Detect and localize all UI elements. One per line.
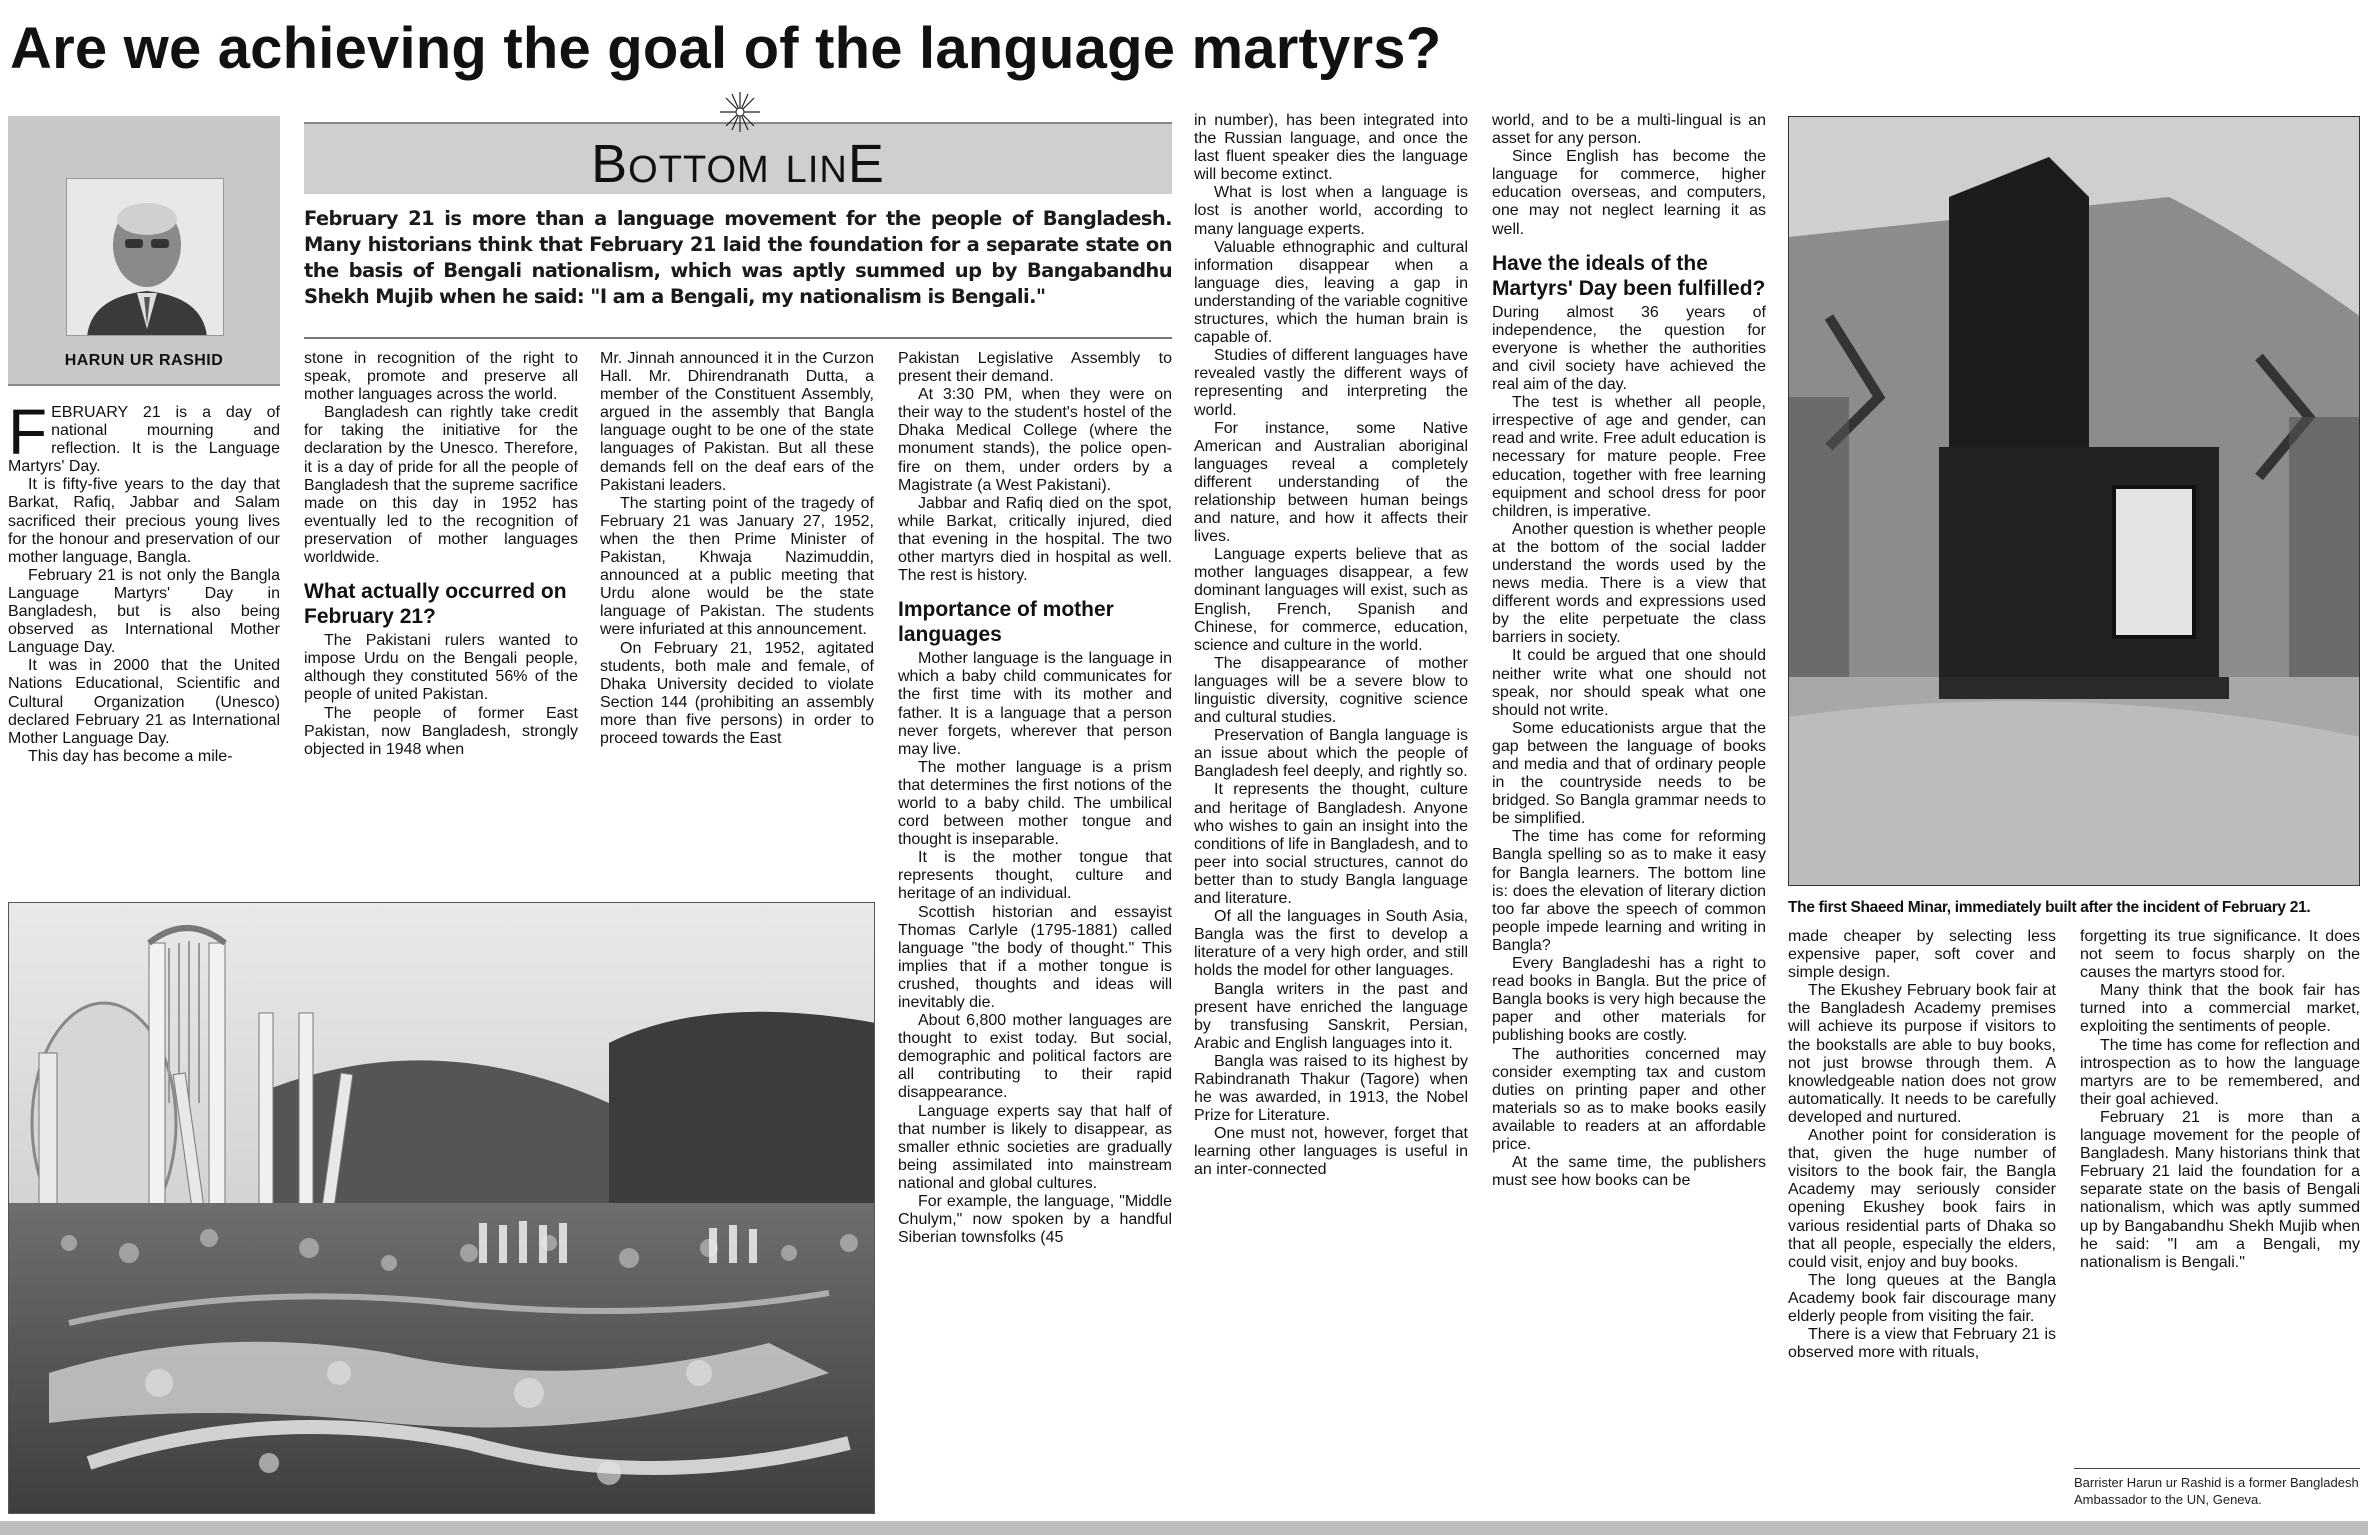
paragraph: The disappearance of mother languages will be a severe blow to linguistic diversity, cognitive science and cultural studies. (1194, 654, 1468, 727)
column-4 (898, 350, 1172, 1518)
column-2 (304, 350, 578, 896)
paragraph: The long queues at the Bangla Academy book fair discourage many elderly people from visiting the fair. (1788, 1271, 2056, 1325)
column-5 (1194, 112, 1468, 1518)
paragraph: About 6,800 mother languages are thought to exist today. But social, demographic and political factors are all contributing to their rapid disappearance. (898, 1012, 1172, 1102)
paragraph: Language experts say that half of that number is likely to disappear, as smaller ethnic societies are gradually being assimilated into mainstream national and global cultures. (898, 1102, 1172, 1192)
column-3 (600, 350, 874, 896)
paragraph: Mr. Jinnah announced it in the Curzon Hall. Mr. Dhirendranath Dutta, a member of the Constituent Assembly, argued in the assembly that Bangla language ought to be one of the state languages of Pakistan. But all these demands fell on the deaf ears of the Pakistani leaders. (600, 350, 874, 494)
paragraph: The people of former East Pakistan, now Bangladesh, strongly objected in 1948 when (304, 704, 578, 758)
paragraph: Language experts believe that as mother languages disappear, a few dominant languages will exist, such as English, French, Spanish and Chinese, for commerce, education, science and culture in the world. (1194, 546, 1468, 654)
page-bottom-bar (0, 1521, 2368, 1535)
paragraph: The time has come for reforming Bangla spelling so as to make it easy for Bangla learners. The bottom line is: does the elevation of literary diction too far above the speech of common people impede learning and writing in Bangla? (1492, 828, 1766, 954)
paragraph: Pakistan Legislative Assembly to present their demand. (898, 350, 1172, 386)
paragraph: Bangla writers in the past and present have enriched the language by transfusing Sanskrit, Persian, Arabic and English languages into it. (1194, 980, 1468, 1052)
paragraph: Of all the languages in South Asia, Bangla was the first to develop a literature of a very high order, and still holds the model for other languages. (1194, 908, 1468, 980)
paragraph: February 21 is more than a language movement for the people of Bangladesh. Many historians think that February 21 laid the foundation for a separate state on the basis of Bengali nationalism, which was aptly summed up by Bangabandhu Shekh Mujib when he said: "I am a Bengali, my nationalism is Bengali." (2080, 1108, 2360, 1271)
paragraph: On February 21, 1952, agitated students, both male and female, of Dhaka University decided to violate Section 144 (prohibiting an assembly more than five persons) in order to proceed towards the East (600, 639, 874, 747)
paragraph: Every Bangladeshi has a right to read books in Bangla. But the price of Bangla books is very high because the paper and other materials for publishing books are costly. (1492, 955, 1766, 1045)
paragraph: The Ekushey February book fair at the Bangladesh Academy premises will achieve its purpose if visitors to the bookstalls are able to buy books, not just browse through them. A knowledgeable nation does not grow automatically. It needs to be carefully developed and nurtured. (1788, 982, 2056, 1126)
paragraph: The test is whether all people, irrespective of age and gender, can read and write. Free adult education is necessary for mature people. Free education, together with free learning equipment and school dress for poor children, is imperative. (1492, 394, 1766, 520)
bottom-line-banner (304, 122, 1172, 194)
paragraph: At the same time, the publishers must see how books can be (1492, 1154, 1766, 1190)
paragraph: Jabbar and Rafiq died on the spot, while Barkat, critically injured, died that evening in the hospital. The two other martyrs died in hospital as well. The rest is history. (898, 494, 1172, 585)
paragraph: forgetting its true significance. It does not seem to focus sharply on the causes the martyrs stood for. (2080, 928, 2360, 982)
footnote-divider (2074, 1468, 2360, 1469)
paragraph: made cheaper by selecting less expensive paper, soft cover and simple design. (1788, 928, 2056, 982)
shaheed-minar-photo (8, 902, 875, 1514)
section-heading: Importance of mother languages (898, 598, 1114, 647)
author-footnote: Barrister Harun ur Rashid is a former Bangladesh Ambassador to the UN, Geneva. (2074, 1475, 2359, 1507)
paragraph: The time has come for reflection and introspection as to how the language martyrs are to be remembered, and their goal achieved. (2080, 1036, 2360, 1108)
first-minar-image (1789, 117, 2360, 886)
paragraph (8, 404, 280, 476)
paragraph-text: EBRUARY 21 is a day of national mourning and reflection. It is the Language Martyrs' Day. (8, 404, 280, 476)
paragraph: It is the mother tongue that represents thought, culture and heritage of an individual. (898, 849, 1172, 903)
paragraph: Another question is whether people at the bottom of the social ladder understand the words used by the news media. There is a view that different words and expressions used by the elite perpetuate the class barriers in society. (1492, 520, 1766, 647)
paragraph: Bangla was raised to its highest by Rabindranath Thakur (Tagore) when he was awarded, in 1913, the Nobel Prize for Literature. (1194, 1052, 1468, 1125)
paragraph: in number), has been integrated into the Russian language, and once the last fluent speaker dies the language will become extinct. (1194, 112, 1468, 184)
paragraph: During almost 36 years of independence, the question for everyone is whether the authorities and civil society have achieved the real aim of the day. (1492, 303, 1766, 394)
paragraph: It is fifty-five years to the day that Barkat, Rafiq, Jabbar and Salam sacrificed their precious young lives for the honour and preservation of our mother language, Bangla. (8, 476, 280, 566)
paragraph: There is a view that February 21 is observed more with rituals, (1788, 1326, 2056, 1362)
paragraph: stone in recognition of the right to speak, promote and preserve all mother languages across the world. (304, 350, 578, 404)
paragraph: world, and to be a multi-lingual is an asset for any person. (1492, 112, 1766, 148)
monument-image (9, 903, 875, 1514)
paragraph: Since English has become the language for commerce, higher education overseas, and computers, one may not neglect learning it as well. (1492, 148, 1766, 238)
lead-divider (304, 337, 1172, 339)
paragraph: One must not, however, forget that learning other languages is useful in an inter-connected (1194, 1125, 1468, 1179)
paragraph: Studies of different languages have revealed vastly the different ways of representing and interpreting the world. (1194, 347, 1468, 419)
star-burst-icon (720, 92, 760, 132)
author-name: HARUN UR RASHID (64, 352, 224, 369)
paragraph: It represents the thought, culture and heritage of Bangladesh. Anyone who wishes to gain an insight into the conditions of life in Bangladesh, and to peer into social structures, cannot do better than to study Bangla language and literature. (1194, 781, 1468, 908)
paragraph: Many think that the book fair has turned into a commercial market, exploiting the sentiments of people. (2080, 982, 2360, 1036)
paragraph: Another point for consideration is that, given the huge number of visitors to the book fair, the Bangla Academy may seriously consider opening Ekushey book fairs in various residential parts of Dhaka so that all people, especially the elders, could visit, enjoy and buy books. (1788, 1127, 2056, 1271)
paragraph: For instance, some Native American and Australian aboriginal languages reveal a completely different understanding of the relationship between human beings and nature, and how it affects their lives. (1194, 419, 1468, 546)
paragraph: Mother language is the language in which a baby child communicates for the first time with its mother and father. It is a language that a person never forgets, wherever that person may live. (898, 650, 1172, 758)
paragraph: It could be argued that one should neither write what one should not speak, nor should speak what one should not write. (1492, 647, 1766, 719)
lead-paragraph: February 21 is more than a language movement for the people of Bangladesh. Many historians think that February 21 laid the foundation for a separate state on the basis of Bengali nationalism, which was aptly summed up by Bangabandhu Shekh Mujib when he said: "I am a Bengali, my nationalism is Bengali." (304, 207, 1172, 308)
paragraph: The mother language is a prism that determines the first notions of the world to a baby child. The umbilical cord between mother tongue and thought is inseparable. (898, 758, 1172, 849)
paragraph: For example, the language, "Middle Chulym," now spoken by a handful Siberian townsfolks (45 (898, 1193, 1172, 1247)
paragraph: Scottish historian and essayist Thomas Carlyle (1795-1881) called language "the body of thought." This implies that if a mother tongue is crushed, thoughts and ideas will inevitably die. (898, 903, 1172, 1011)
paragraph: The authorities concerned may consider exempting tax and custom duties on printing paper and other materials so as to make books easily available to readers at an affordable price. (1492, 1045, 1766, 1153)
section-heading: What actually occurred on February 21? (304, 580, 567, 629)
paragraph: Valuable ethnographic and cultural information disappear when a language dies, leaving a gap in understanding of the variable cognitive structures, which the human brain is capable of. (1194, 238, 1468, 347)
paragraph: The Pakistani rulers wanted to impose Urdu on the Bengali people, although they constituted 56% of the people of united Pakistan. (304, 632, 578, 704)
author-portrait-image (67, 179, 224, 336)
paragraph: At 3:30 PM, when they were on their way to the student's hostel of the Dhaka Medical College (where the monument stands), the police open-fire on them, under orders by a Magistrate (a West Pakistani). (898, 386, 1172, 494)
paragraph: Some educationists argue that the gap between the language of books and media and that of ordinary people in the countryside needs to be bridged. So Bangla grammar needs to be simplified. (1492, 719, 1766, 828)
paragraph: The starting point of the tragedy of February 21 was January 27, 1952, when the then Prime Minister of Pakistan, Khwaja Nazimuddin, announced at a public meeting that Urdu alone would be the state language of Pakistan. The students were infuriated at this announcement. (600, 494, 874, 639)
section-heading: Have the ideals of the Martyrs' Day been fulfilled? (1492, 251, 1766, 300)
paragraph: Preservation of Bangla language is an issue about which the people of Bangladesh feel deeply, and rightly so. (1194, 727, 1468, 781)
paragraph: It was in 2000 that the United Nations Educational, Scientific and Cultural Organization (Unesco) declared February 21 as International Mother Language Day. (8, 657, 280, 747)
photo-caption: The first Shaeed Minar, immediately built after the incident of February 21. (1788, 899, 2311, 916)
paragraph: This day has become a mile- (28, 747, 233, 765)
first-shaheed-minar-photo (1788, 116, 2360, 886)
column-6 (1492, 112, 1766, 1518)
paragraph: February 21 is not only the Bangla Language Martyrs' Day in Bangladesh, but is also being observed as International Mother Language Day. (8, 566, 280, 657)
column-8 (2080, 928, 2360, 1466)
headline: Are we achieving the goal of the language martyrs? (10, 16, 1442, 81)
paragraph: Bangladesh can rightly take credit for taking the initiative for the declaration by the Unesco. Therefore, it is a day of pride for all the people of Bangladesh that the supreme sacrifice made on this day in 1952 has eventually led to the recognition of preservation of mother languages worldwide. (304, 404, 578, 567)
banner-title: Bottom linE (591, 134, 885, 194)
column-1 (8, 404, 280, 896)
author-panel (8, 116, 280, 386)
column-7 (1788, 928, 2056, 1518)
paragraph: What is lost when a language is lost is another world, according to many language experts. (1194, 184, 1468, 238)
drop-cap: F (8, 404, 48, 468)
author-photo (66, 178, 224, 336)
